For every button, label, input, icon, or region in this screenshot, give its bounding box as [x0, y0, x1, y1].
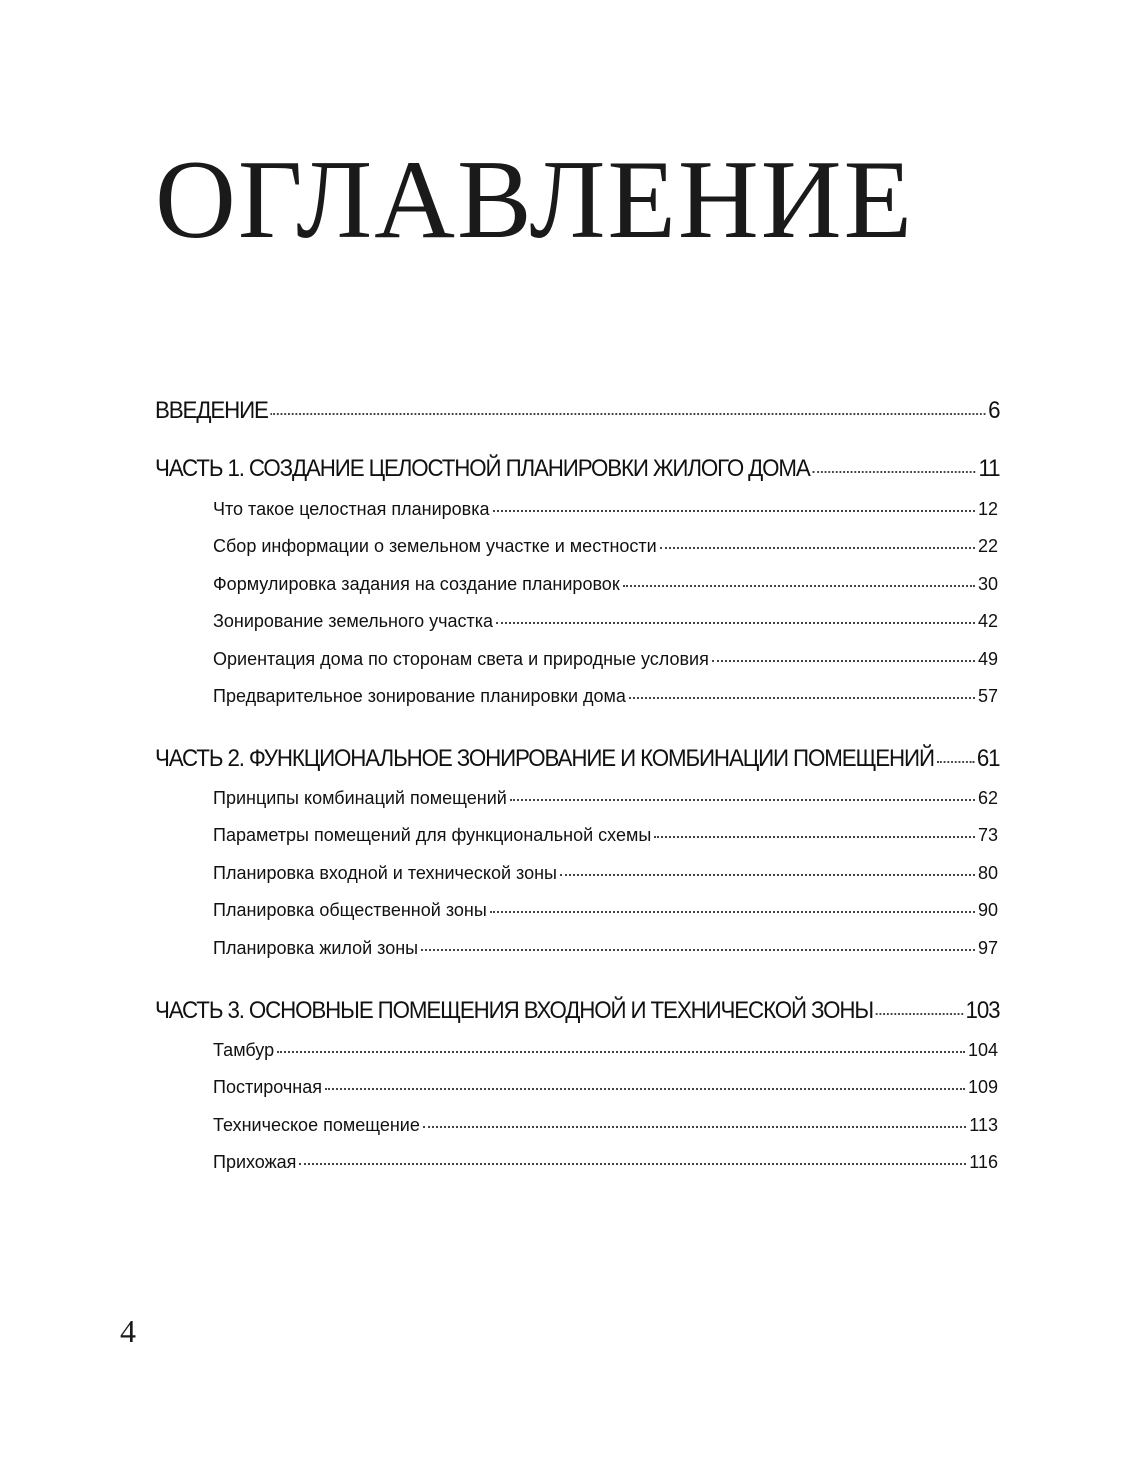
dot-leader	[937, 761, 974, 763]
toc-entry-label: ЧАСТЬ 1. СОЗДАНИЕ ЦЕЛОСТНОЙ ПЛАНИРОВКИ ЖИЛОГО ДОМА	[155, 455, 810, 482]
page-number: 4	[120, 1313, 136, 1349]
dot-leader	[712, 660, 975, 662]
toc-entry-page: 104	[967, 1040, 998, 1060]
dot-leader	[299, 1163, 966, 1165]
dot-leader	[423, 1126, 966, 1128]
toc-entry-page: 116	[969, 1152, 998, 1172]
toc-entry-page: 57	[977, 686, 998, 706]
toc-entry-page: 113	[969, 1115, 998, 1135]
toc-entry-introduction[interactable]	[155, 397, 999, 431]
toc-entry-page: 22	[977, 536, 998, 556]
toc-entry-page: 97	[977, 938, 998, 958]
toc-entry[interactable]	[213, 1077, 998, 1105]
toc-entry-label: Формулировка задания на создание планировок	[213, 574, 620, 594]
toc-entry-page: 11	[978, 455, 1000, 482]
toc-entry-label: Техническое помещение	[213, 1115, 420, 1135]
toc-entry-page: 90	[977, 900, 998, 920]
dot-leader	[277, 1051, 965, 1053]
toc-entry-page: 6	[988, 397, 1000, 424]
toc-entry-label: ЧАСТЬ 3. ОСНОВНЫЕ ПОМЕЩЕНИЯ ВХОДНОЙ И ТЕХНИЧЕСКОЙ ЗОНЫ	[155, 997, 873, 1024]
toc-entry-label: Предварительное зонирование планировки дома	[213, 686, 626, 706]
toc-entry-page: 42	[977, 611, 998, 631]
toc-entry-label: Планировка жилой зоны	[213, 938, 419, 958]
dot-leader	[812, 471, 975, 473]
toc-entry-part-1[interactable]	[155, 455, 999, 489]
dot-leader	[510, 799, 975, 801]
toc-entry-page: 61	[976, 745, 1000, 772]
toc-entry-label: Постирочная	[213, 1077, 322, 1097]
dot-leader	[421, 949, 975, 951]
toc-entry-page: 109	[967, 1077, 998, 1097]
toc-entry-part-2[interactable]	[155, 745, 999, 779]
toc-entry[interactable]	[213, 938, 998, 966]
toc-entry-page: 49	[977, 649, 998, 669]
toc-entry[interactable]	[213, 574, 998, 602]
toc-entry[interactable]	[213, 536, 998, 564]
toc-entry[interactable]	[213, 649, 998, 677]
toc-entry-label: ВВЕДЕНИЕ	[155, 397, 268, 424]
dot-leader	[490, 911, 975, 913]
dot-leader	[876, 1013, 963, 1015]
dot-leader	[271, 413, 986, 415]
dot-leader	[325, 1088, 965, 1090]
toc-entry[interactable]	[213, 825, 998, 853]
page-title: ОГЛАВЛЕНИЕ	[155, 138, 915, 262]
dot-leader	[496, 622, 975, 624]
toc-entry-label: Что такое целостная планировка	[213, 499, 490, 519]
toc-entry[interactable]	[213, 611, 998, 639]
toc-entry-page: 30	[977, 574, 998, 594]
dot-leader	[629, 697, 975, 699]
toc-entry[interactable]	[213, 1040, 998, 1068]
dot-leader	[660, 547, 975, 549]
toc-entry-page: 73	[977, 825, 998, 845]
toc-entry-label: Планировка общественной зоны	[213, 900, 487, 920]
toc-entry-page: 80	[977, 863, 998, 883]
toc-entry-part-3[interactable]	[155, 997, 999, 1031]
toc-entry-page: 103	[965, 997, 1000, 1024]
toc-entry-label: Принципы комбинаций помещений	[213, 788, 507, 808]
toc-entry-label: Зонирование земельного участка	[213, 611, 494, 631]
toc-entry[interactable]	[213, 1115, 998, 1143]
toc-entry[interactable]	[213, 499, 998, 527]
toc-entry[interactable]	[213, 900, 998, 928]
toc-entry-label: ЧАСТЬ 2. ФУНКЦИОНАЛЬНОЕ ЗОНИРОВАНИЕ И КОМБИНАЦИИ ПОМЕЩЕНИЙ	[155, 745, 934, 772]
toc-entry[interactable]	[213, 686, 998, 714]
dot-leader	[623, 585, 975, 587]
toc-entry-page: 62	[977, 788, 998, 808]
dot-leader	[654, 836, 975, 838]
toc-entry-label: Параметры помещений для функциональной схемы	[213, 825, 652, 845]
toc-entry-label: Ориентация дома по сторонам света и природные условия	[213, 649, 709, 669]
dot-leader	[493, 510, 975, 512]
toc-entry-label: Планировка входной и технической зоны	[213, 863, 557, 883]
dot-leader	[560, 874, 975, 876]
toc-entry-label: Прихожая	[213, 1152, 297, 1172]
toc-entry[interactable]	[213, 1152, 998, 1180]
toc-entry-label: Сбор информации о земельном участке и местности	[213, 536, 657, 556]
toc-entry-label: Тамбур	[213, 1040, 275, 1060]
toc-entry[interactable]	[213, 863, 998, 891]
toc-entry[interactable]	[213, 788, 998, 816]
toc-entry-page: 12	[977, 499, 998, 519]
